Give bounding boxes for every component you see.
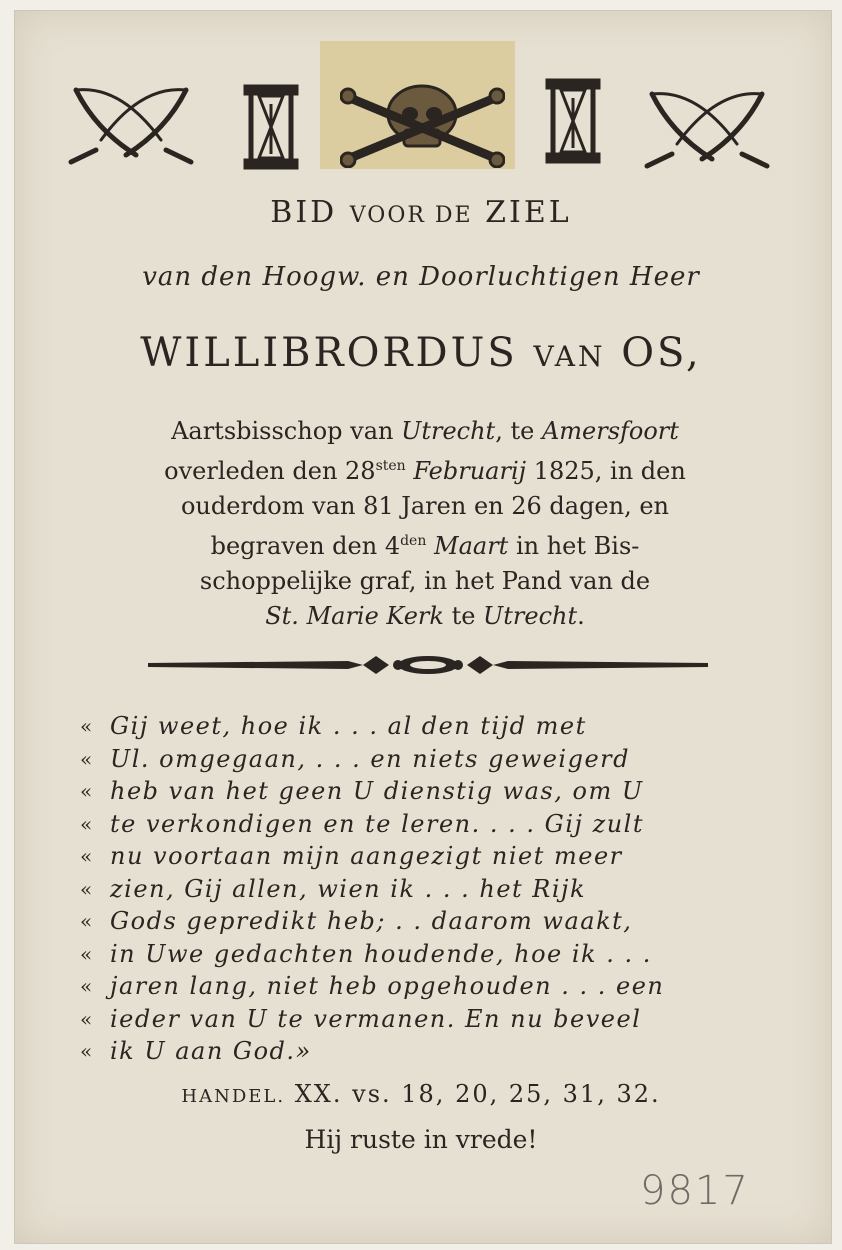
quote-text: te verkondigen en te leren. . . . Gij zult (110, 809, 644, 838)
name-surname: OS, (621, 330, 702, 376)
guillemet-mark: « (80, 714, 94, 738)
guillemet-mark: « (80, 746, 94, 771)
bio-text: , te (495, 417, 542, 445)
bio-line: ouderdom van 81 Jaren en 26 dagen, en (180, 492, 670, 520)
ornamental-divider (148, 648, 708, 682)
name-main: WILLIBRORDUS (140, 330, 518, 376)
hourglass-icon (243, 84, 299, 170)
bio-ordinal: sten (375, 458, 406, 474)
guillemet-mark: « (80, 974, 94, 998)
guillemet-mark: « (80, 1006, 94, 1031)
scripture-reference (0, 1080, 842, 1108)
quote-line (80, 775, 780, 808)
bio-text: overleden den 28 (164, 457, 376, 485)
quote-line (80, 970, 780, 1003)
name-particle: VAN (533, 340, 606, 373)
bio-place: Utrecht (483, 602, 578, 630)
guillemet-mark: « (80, 844, 94, 868)
bio-ordinal: den (400, 533, 427, 549)
bio-place: Amersfoort (541, 417, 679, 445)
bio-text: Aartsbisschop van (171, 417, 402, 445)
quote-text: heb van het geen U dienstig was, om U (110, 777, 644, 805)
bio-text (426, 532, 434, 560)
quote-line (80, 710, 780, 743)
prayer-words-voor-de: VOOR DE (349, 203, 473, 228)
guillemet-mark: « (80, 1039, 94, 1063)
closing-blessing: Hij ruste in vrede! (304, 1125, 538, 1154)
deceased-name (0, 330, 842, 376)
quote-text: ik U aan God.» (110, 1037, 312, 1065)
quote-line (80, 1035, 780, 1068)
quote-text: Gods gepredikt heb; . . daarom waakt, (110, 907, 633, 935)
guillemet-mark: « (80, 909, 94, 933)
bio-text: te (443, 602, 484, 630)
quote-line (80, 938, 780, 971)
quote-text: in Uwe gedachten houdende, hoe ik . . . (110, 939, 652, 968)
quote-line (80, 1003, 780, 1036)
bio-month: Februarij (413, 457, 527, 485)
bio-text: in het Bis- (508, 532, 640, 560)
bio-place: Utrecht (401, 417, 496, 445)
quote-line (80, 743, 780, 776)
quote-text: jaren lang, niet heb opgehouden . . . een (110, 972, 665, 1000)
biography-block (80, 414, 770, 634)
quote-line (80, 905, 780, 938)
bio-line (80, 449, 770, 489)
bio-line: schoppelijke graf, in het Pand van de (199, 567, 651, 595)
quote-text: zien, Gij allen, wien ik . . . het Rijk (110, 874, 587, 903)
guillemet-mark: « (80, 779, 94, 803)
quote-text: nu voortaan mijn aangezigt niet meer (110, 842, 623, 870)
quote-line (80, 873, 780, 906)
quote-text: ieder van U te vermanen. En nu beveel (110, 1004, 642, 1033)
guillemet-mark: « (80, 811, 94, 836)
quote-line (80, 808, 780, 841)
crossed-scythes-icon (642, 74, 772, 174)
quote-line (80, 840, 780, 873)
quote-text: Ul. omgegaan, . . . en niets geweigerd (110, 744, 631, 773)
crossed-scythes-icon (66, 70, 196, 170)
bio-text: begraven den 4 (210, 532, 401, 560)
bio-line (80, 524, 770, 564)
bio-line (80, 599, 770, 634)
guillemet-mark: « (80, 876, 94, 901)
bio-text: 1825, in den (526, 457, 686, 485)
bio-line (80, 414, 770, 449)
prayer-word-ziel: ZIEL (485, 195, 572, 230)
archive-number: 9817 (640, 1168, 750, 1214)
scripture-quote (80, 710, 780, 1068)
hourglass-icon (545, 78, 601, 164)
bio-church: St. Marie Kerk (265, 602, 444, 630)
reference-book: HANDEL. (181, 1086, 286, 1107)
prayer-heading (0, 195, 842, 230)
bio-month: Maart (434, 532, 509, 560)
reference-verses: XX. vs. 18, 20, 25, 31, 32. (285, 1080, 661, 1108)
skull-and-crossbones-icon (340, 78, 505, 168)
honorific-line: van den Hoogw. en Doorluchtigen Heer (142, 262, 700, 292)
guillemet-mark: « (80, 941, 94, 966)
bio-text: . (577, 602, 585, 630)
quote-text: Gij weet, hoe ik . . . al den tijd met (110, 712, 587, 740)
prayer-word-bid: BID (270, 195, 338, 230)
